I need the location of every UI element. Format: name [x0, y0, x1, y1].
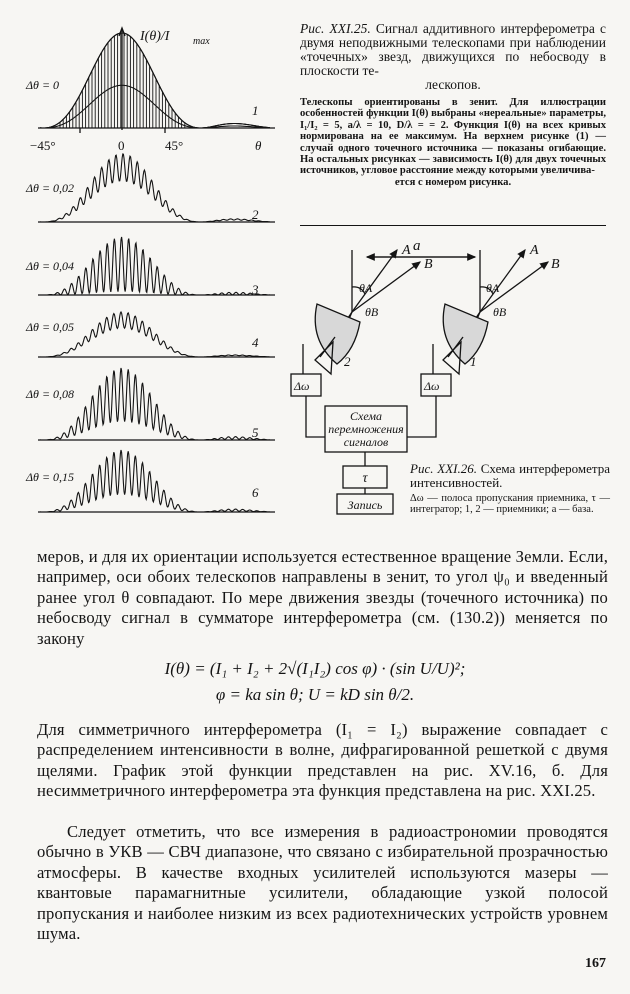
paragraph-1: меров, и для их ориентации используется естественное вращение Земли. Если, например, оси обоих телескопов направлены в зенит, то угол ψ₀ и введенный ранее угол θ совпадают. По мере движения звезды (точечного источника) по небосводу сигнал в сумматоре интерферометра (см. (130.2)) меняется по закону: [37, 547, 608, 648]
filter-right-label: Δω: [424, 379, 440, 393]
ray-b-label-left: B: [424, 257, 433, 272]
panel-3-number: 3: [252, 282, 259, 297]
integrator-label: τ: [362, 471, 368, 486]
antenna-2-number: 2: [344, 354, 351, 369]
figure-25-note: [300, 97, 606, 188]
antenna-1-number: 1: [470, 354, 477, 369]
curve-panel-6: [40, 450, 270, 512]
theta-label: θ: [255, 138, 262, 153]
figure-25-caption-text: Сигнал аддитивного интерферометра с двумя неподвижными телескопами при наблюдении «точечных» звезд, движущихся по небосводу в плоскости те-: [300, 21, 607, 78]
theta-a-right: θA: [486, 281, 500, 295]
curve-panel-1: [40, 33, 270, 128]
panel-4-number: 4: [252, 335, 259, 350]
curve-panel-3: [40, 237, 270, 295]
multiplier-line-3: сигналов: [343, 435, 389, 449]
panel-2-number: 2: [252, 207, 259, 222]
panel-5-label: Δθ = 0,08: [26, 387, 75, 401]
ray-a-label-right: A: [530, 243, 539, 258]
figure-25-caption: [300, 22, 606, 92]
figure-25-note-end: ется с номером рисунка.: [394, 176, 512, 188]
formula-1: I(θ) = (I₁ + I₂ + 2√(I₁I₂) cos φ) · (sin U/U)²;: [164, 659, 466, 678]
axis-label: I(θ)/I: [140, 29, 170, 44]
figure-26-caption: [410, 462, 610, 490]
curve-panel-2: [40, 154, 270, 222]
multiplier-line-1: Схема: [349, 409, 383, 423]
theta-a-left: θA: [359, 281, 373, 295]
figure-26-note: Δω — полоса пропускания приемника, τ — интегратор; 1, 2 — приемники; a — база.: [410, 493, 610, 516]
ray-a-label-left: A: [402, 243, 411, 258]
formula-2: φ = ka sin θ; U = kD sin θ/2.: [215, 685, 415, 704]
filter-left-label: Δω: [294, 379, 310, 393]
figure-26-caption-lead: Рис. XXI.26.: [410, 461, 477, 476]
panel-6-number: 6: [252, 485, 259, 500]
theta-b-right: θB: [493, 305, 507, 319]
page-number: 167: [585, 956, 606, 971]
multiplier-line-2: перемножения: [328, 422, 404, 436]
panel-2-label: Δθ = 0,02: [26, 181, 75, 195]
figure-25-note-text: Телескопы ориентированы в зенит. Для иллюстрации особенностей функции I(θ) выбраны «нереальные» параметры, I₁/I₂ = 5, a/λ = 10, D/λ = = 2. Функция I(θ) на всех кривых нормирована на ее максимум. На верхнем рисунке (1) — случай одного точечного источника — показаны огибающие. На остальных рисунках — зависимость I(θ) для двух точечных источников, угловое расстояние между которыми увеличива-: [300, 97, 606, 177]
theta-b-left: θB: [365, 305, 379, 319]
panel-1-number: 1: [252, 103, 259, 118]
paragraph-3: Следует отметить, что все измерения в радиоастрономии проводятся обычно в УКВ — СВЧ диапазоне, что связано с избирательной прозрачностью атмосферы. В качестве входных усилителей используются мазеры — квантовые парамагнитные усилители, обладающие узкой полосой пропускания и наиболее низким из всех радиотехнических устройств уровнем шума.: [37, 822, 608, 944]
baseline-label: a: [413, 238, 421, 254]
curve-panel-4: [40, 312, 270, 357]
paragraph-2: Для симметричного интерферометра (I₁ = I₂) выражение совпадает с распределением интенсивности в волне, дифрагированной решеткой с двумя щелями. График этой функции представлен на рис. XV.16, б. Для несимметричного интерферометра эта функция представлена на рис. XXI.25.: [37, 720, 608, 801]
record-label: Запись: [347, 498, 383, 512]
caption-separator: [300, 225, 606, 226]
curve-panel-5: [40, 368, 270, 440]
envelope-lower: [40, 85, 270, 128]
panel-1-label: Δθ = 0: [26, 78, 60, 92]
envelope-upper: [40, 33, 270, 128]
figure-25-caption-end: лескопов.: [425, 77, 481, 92]
panel-4-label: Δθ = 0,05: [26, 320, 75, 334]
tick-right: 45°: [165, 138, 184, 153]
formula-block: [0, 656, 630, 708]
panel-3-label: Δθ = 0,04: [26, 259, 75, 273]
figure-26-caption-text: Схема интерферометра интенсивностей.: [410, 461, 610, 490]
panel-6-label: Δθ = 0,15: [26, 470, 75, 484]
figure-25-caption-lead: Рис. XXI.25.: [300, 21, 371, 36]
tick-left: −45°: [30, 138, 56, 153]
axis-label-sub: max: [193, 36, 210, 47]
tick-center: 0: [118, 138, 125, 153]
panel-5-number: 5: [252, 425, 259, 440]
ray-b-label-right: B: [551, 257, 560, 272]
figure-25-curves: [0, 0, 300, 530]
